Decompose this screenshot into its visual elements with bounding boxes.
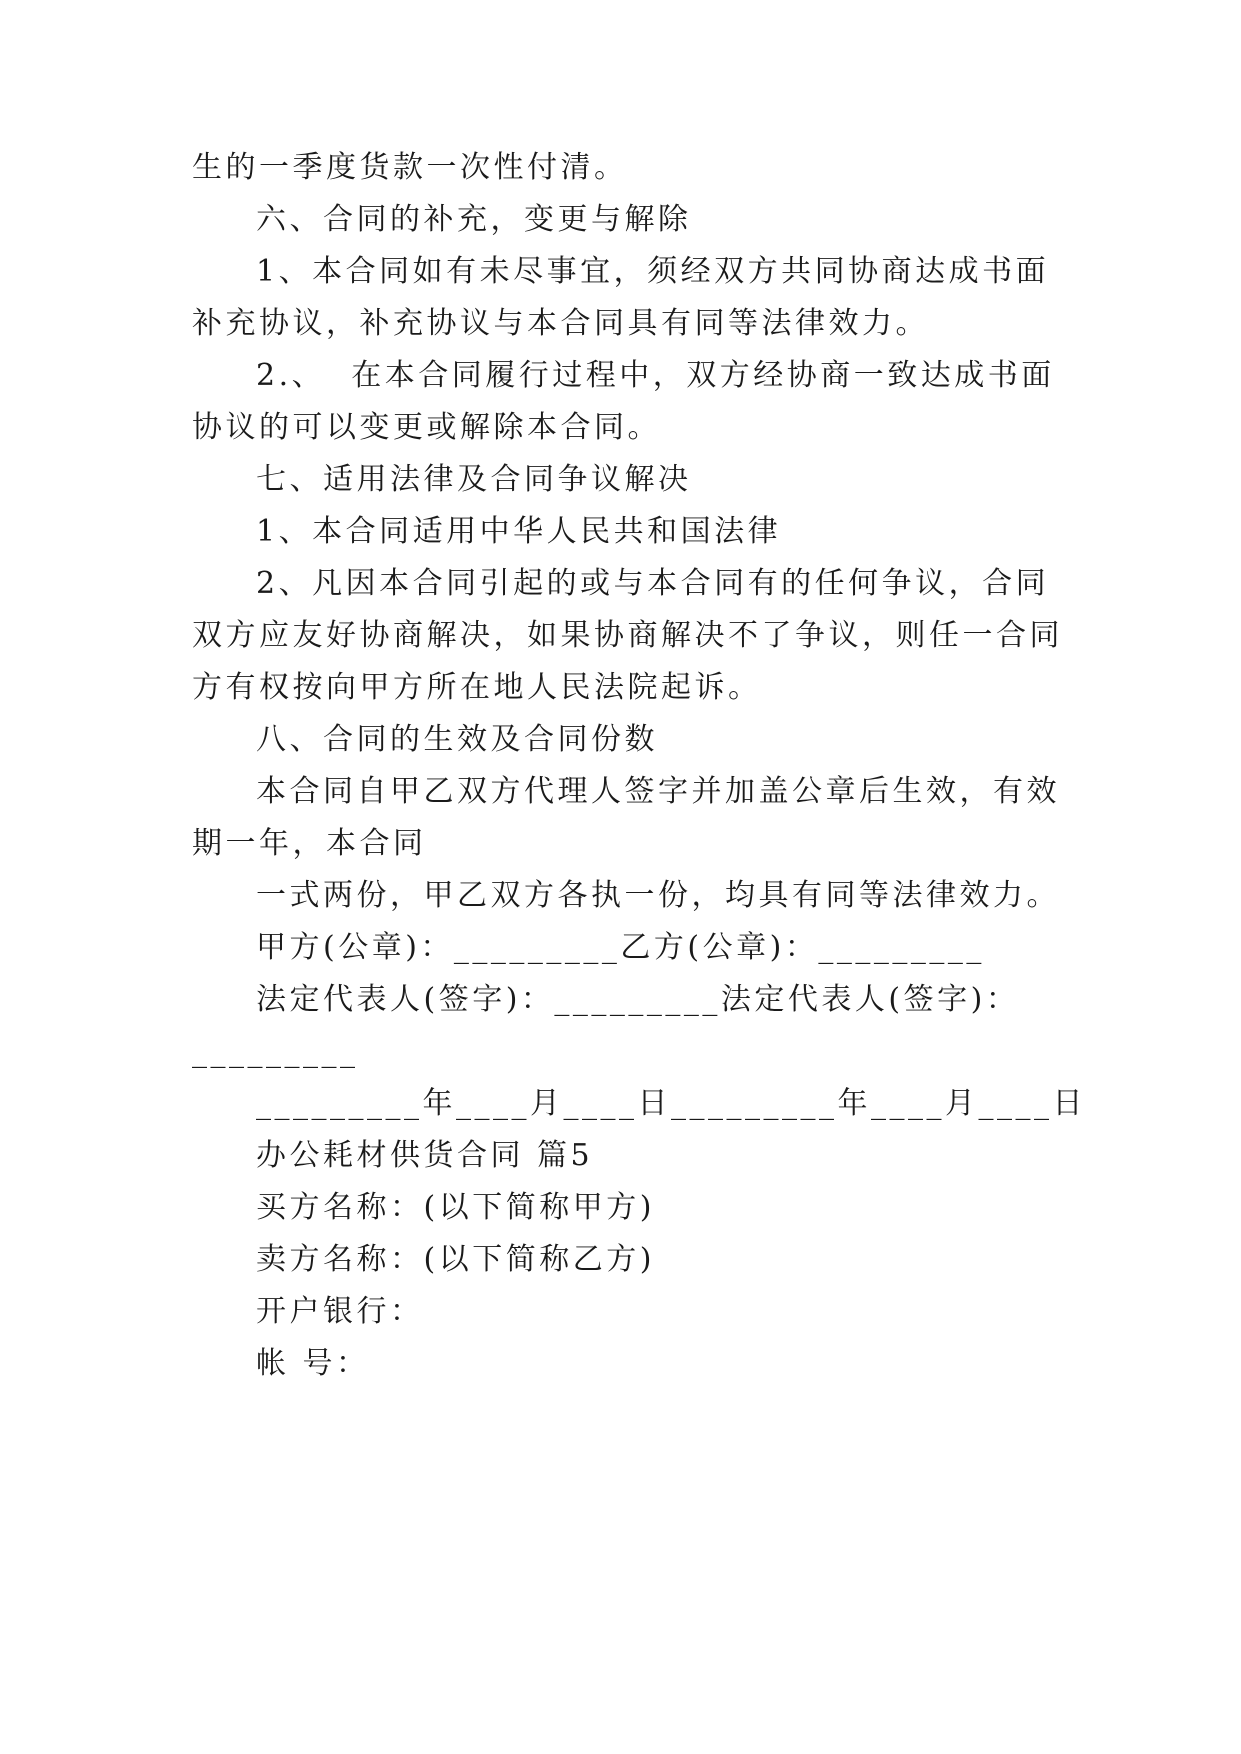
paragraph-line: 期一年，本合同 bbox=[192, 826, 427, 861]
section-heading-7: 七、适用法律及合同争议解决 bbox=[256, 462, 692, 497]
paragraph-line: 本合同自甲乙双方代理人签字并加盖公章后生效，有效 bbox=[256, 774, 1060, 809]
paragraph-line: 2、凡因本合同引起的或与本合同有的任何争议，合同 bbox=[256, 566, 1050, 601]
signature-representative-line: 法定代表人(签字)：_________法定代表人(签字)： bbox=[256, 982, 1020, 1017]
seller-name-field: 卖方名称：(以下简称乙方) bbox=[256, 1242, 655, 1277]
paragraph-line: 1、本合同适用中华人民共和国法律 bbox=[256, 514, 782, 549]
paragraph-line: 2.、 在本合同履行过程中，双方经协商一致达成书面 bbox=[256, 358, 1055, 393]
signature-blank-line: _________ bbox=[192, 1034, 359, 1069]
bank-field: 开户银行： bbox=[256, 1294, 424, 1329]
paragraph-line: 1、本合同如有未尽事宜，须经双方共同协商达成书面 bbox=[256, 254, 1050, 289]
account-field: 帐 号： bbox=[256, 1346, 370, 1381]
signature-date-line: _________年____月____日_________年____月____日 bbox=[256, 1086, 1086, 1121]
buyer-name-field: 买方名称：(以下简称甲方) bbox=[256, 1190, 655, 1225]
section-heading-6: 六、合同的补充，变更与解除 bbox=[256, 202, 692, 237]
signature-party-line: 甲方(公章)：_________乙方(公章)：_________ bbox=[256, 930, 985, 965]
paragraph-line: 补充协议，补充协议与本合同具有同等法律效力。 bbox=[192, 306, 929, 341]
paragraph-line: 双方应友好协商解决，如果协商解决不了争议，则任一合同 bbox=[192, 618, 1063, 653]
section-heading-8: 八、合同的生效及合同份数 bbox=[256, 722, 658, 757]
contract-title: 办公耗材供货合同 篇5 bbox=[256, 1138, 594, 1173]
paragraph-line: 生的一季度货款一次性付清。 bbox=[192, 150, 628, 185]
paragraph-line: 协议的可以变更或解除本合同。 bbox=[192, 410, 661, 445]
paragraph-line: 方有权按向甲方所在地人民法院起诉。 bbox=[192, 670, 762, 705]
paragraph-line: 一式两份，甲乙双方各执一份，均具有同等法律效力。 bbox=[256, 878, 1060, 913]
